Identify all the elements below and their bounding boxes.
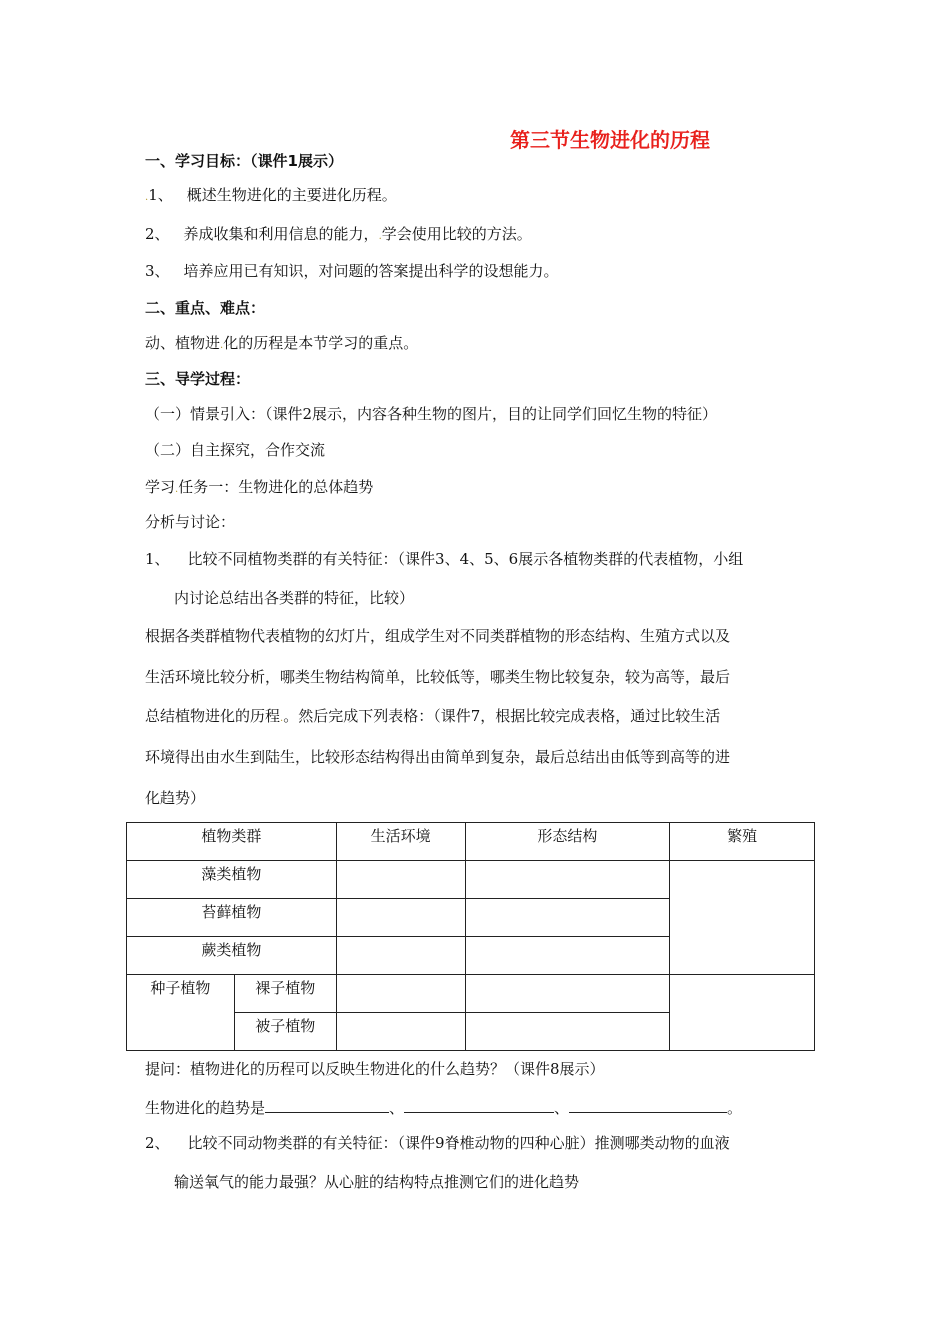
section-process-heading: 三、导学过程：	[145, 370, 251, 388]
explore-heading: （二）自主探究，合作交流	[145, 441, 326, 459]
separator: 、	[389, 1099, 405, 1117]
paragraph-line-5: 化趋势）	[145, 789, 206, 807]
question-2-num: 2、	[145, 1134, 170, 1152]
plant-comparison-table	[126, 822, 815, 1051]
cell-habitat[interactable]	[336, 1013, 465, 1051]
period: 。	[727, 1099, 743, 1117]
paragraph-line-3-b: 。然后完成下列表格：（课件7，根据比较完成表格，通过比较生活	[283, 707, 721, 725]
scene-intro: （一）情景引入：（课件2展示，内容各种生物的图片，目的让同学们回忆生物的特征）	[145, 405, 718, 423]
task-one-a: 学习	[145, 478, 176, 496]
objective-3-num: 3、	[145, 262, 170, 280]
stray-mark: .	[280, 713, 284, 724]
cell-morphology[interactable]	[465, 861, 670, 899]
objective-2-text-a: 养成收集和利用信息的能力，	[183, 225, 379, 243]
objective-3-text: 培养应用已有知识，对问题的答案提出科学的设想能力。	[183, 262, 559, 280]
header-habitat: 生活环境	[336, 823, 465, 861]
key-points-text-b: 化的历程是本节学习的重点。	[223, 334, 419, 352]
objective-2-num: 2、	[145, 225, 170, 243]
objective-3	[145, 261, 559, 281]
trend-blank-1[interactable]	[265, 1096, 389, 1113]
analysis-label: 分析与讨论：	[145, 513, 236, 531]
key-points-text-a: 动、植物进	[145, 334, 221, 352]
cell-habitat[interactable]	[336, 899, 465, 937]
stray-mark: .	[220, 340, 224, 351]
question-1-line-1	[145, 549, 743, 569]
question-2-text: 比较不同动物类群的有关特征：（课件9脊椎动物的四种心脏）推测哪类动物的血液	[187, 1134, 730, 1152]
row-label-angiosperms: 被子植物	[234, 1013, 336, 1051]
cell-morphology[interactable]	[465, 975, 670, 1013]
paragraph-line-3	[145, 706, 720, 729]
paragraph-line-4: 环境得出由水生到陆生，比较形态结构得出由简单到复杂，最后总结出由低等到高等的进	[145, 748, 731, 766]
question-1-text: 比较不同植物类群的有关特征：（课件3、4、5、6展示各植物类群的代表植物，小组	[187, 550, 744, 568]
trend-label: 生物进化的趋势是	[145, 1099, 266, 1117]
cell-reproduction-group-2[interactable]	[670, 975, 815, 1051]
row-label-gymnosperms: 裸子植物	[234, 975, 336, 1013]
page-title: 第三节生物进化的历程	[510, 128, 710, 152]
cell-reproduction-group-1[interactable]	[670, 861, 815, 975]
paragraph-line-1: 根据各类群植物代表植物的幻灯片，组成学生对不同类群植物的形态结构、生殖方式以及	[145, 627, 731, 645]
stray-mark: .	[145, 192, 149, 203]
trend-blank-2[interactable]	[404, 1096, 554, 1113]
header-morphology: 形态结构	[465, 823, 670, 861]
row-label-algae: 藻类植物	[127, 861, 337, 899]
objective-2-text-b: 学会使用比较的方法。	[381, 225, 532, 243]
paragraph-line-3-a: 总结植物进化的历程	[145, 707, 281, 725]
header-plant-group: 植物类群	[127, 823, 337, 861]
objective-1-text: 概述生物进化的主要进化历程。	[186, 186, 397, 204]
key-points-text	[145, 333, 418, 356]
cell-habitat[interactable]	[336, 861, 465, 899]
cell-morphology[interactable]	[465, 899, 670, 937]
trend-blank-3[interactable]	[569, 1096, 727, 1113]
row-label-ferns: 蕨类植物	[127, 937, 337, 975]
row-label-bryophytes: 苔藓植物	[127, 899, 337, 937]
question-2-line-2: 输送氧气的能力最强？从心脏的结构特点推测它们的进化趋势	[174, 1173, 580, 1191]
objective-1-num: 1、	[148, 186, 173, 204]
objective-1	[145, 185, 397, 208]
cell-habitat[interactable]	[336, 937, 465, 975]
question-1-num: 1、	[145, 550, 170, 568]
cell-habitat[interactable]	[336, 975, 465, 1013]
header-reproduction: 繁殖	[670, 823, 815, 861]
table-header-row	[127, 823, 815, 861]
trend-fill-in	[145, 1096, 742, 1118]
table-question: 提问：植物进化的历程可以反映生物进化的什么趋势？（课件8展示）	[145, 1060, 605, 1078]
section-key-points-heading: 二、重点、难点：	[145, 299, 266, 317]
cell-morphology[interactable]	[465, 937, 670, 975]
objective-2	[145, 224, 532, 247]
stray-mark: .	[175, 484, 179, 495]
separator: 、	[554, 1099, 570, 1117]
task-one-b: 任务一：生物进化的总体趋势	[178, 478, 374, 496]
paragraph-line-2: 生活环境比较分析，哪类生物结构简单，比较低等，哪类生物比较复杂，较为高等，最后	[145, 668, 731, 686]
question-2-line-1	[145, 1133, 730, 1153]
table-row	[127, 861, 815, 899]
question-1-line-2: 内讨论总结出各类群的特征，比较）	[174, 589, 415, 607]
row-label-seed-plants: 种子植物	[127, 975, 235, 1051]
cell-morphology[interactable]	[465, 1013, 670, 1051]
task-one	[145, 477, 373, 500]
section-objectives-heading: 一、学习目标：（课件1展示）	[145, 152, 343, 170]
table-row	[127, 975, 815, 1013]
stray-mark: .	[378, 231, 382, 242]
